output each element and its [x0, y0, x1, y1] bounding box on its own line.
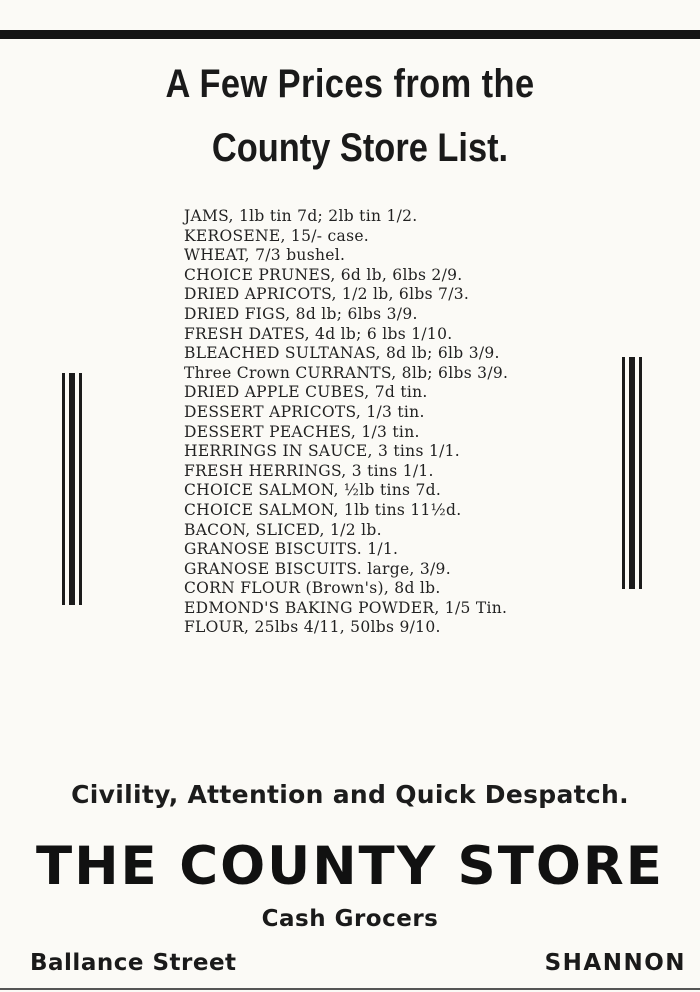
store-subtitle: Cash Grocers: [261, 906, 439, 932]
footer-town: SHANNON: [544, 950, 686, 976]
left-bar-2: [69, 373, 75, 605]
price-item: BACON, SLICED, 1/2 lb.: [184, 520, 382, 539]
right-decorative-bars: [622, 357, 642, 589]
price-item: HERRINGS IN SAUCE, 3 tins 1/1.: [184, 442, 461, 461]
headline-line-2: County Store List.: [211, 126, 509, 170]
price-item: EDMOND'S BAKING POWDER, 1/5 Tin.: [184, 598, 508, 617]
right-bar-2: [629, 357, 635, 589]
price-item: GRANOSE BISCUITS. 1/1.: [184, 540, 399, 559]
right-bar-1: [622, 357, 625, 589]
price-item: CORN FLOUR (Brown's), 8d lb.: [184, 579, 441, 598]
price-item: FRESH DATES, 4d lb; 6 lbs 1/10.: [184, 324, 453, 343]
top-border-rule: [0, 30, 700, 39]
headline-line-1: A Few Prices from the: [165, 62, 535, 106]
price-item: DESSERT APRICOTS, 1/3 tin.: [184, 402, 425, 421]
price-item: BLEACHED SULTANAS, 8d lb; 6lb 3/9.: [184, 344, 500, 363]
right-bar-3: [639, 357, 642, 589]
price-item: FLOUR, 25lbs 4/11, 50lbs 9/10.: [184, 618, 441, 637]
price-item: DRIED APRICOTS, 1/2 lb, 6lbs 7/3.: [184, 285, 470, 304]
footer-street: Ballance Street: [30, 950, 237, 976]
price-item: KEROSENE, 15/- case.: [184, 226, 370, 245]
store-name: THE COUNTY STORE: [36, 836, 664, 897]
tagline: Civility, Attention and Quick Despatch.: [71, 780, 629, 809]
price-item: CHOICE SALMON, 1lb tins 11½d.: [184, 500, 462, 519]
bottom-border-rule: [0, 988, 700, 990]
price-item: FRESH HERRINGS, 3 tins 1/1.: [184, 461, 434, 480]
price-item: WHEAT, 7/3 bushel.: [184, 246, 346, 265]
left-bar-1: [62, 373, 65, 605]
left-bar-3: [79, 373, 82, 605]
price-item: JAMS, 1lb tin 7d; 2lb tin 1/2.: [184, 207, 418, 225]
price-item: Three Crown CURRANTS, 8lb; 6lbs 3/9.: [184, 363, 509, 382]
price-item: DRIED FIGS, 8d lb; 6lbs 3/9.: [184, 304, 418, 323]
price-item: DESSERT PEACHES, 1/3 tin.: [184, 422, 420, 441]
price-list: [184, 207, 564, 638]
price-item: CHOICE SALMON, ½lb tins 7d.: [184, 481, 442, 500]
price-item: CHOICE PRUNES, 6d lb, 6lbs 2/9.: [184, 265, 463, 284]
price-item: GRANOSE BISCUITS. large, 3/9.: [184, 559, 451, 578]
left-decorative-bars: [62, 373, 82, 605]
price-item: DRIED APPLE CUBES, 7d tin.: [184, 383, 428, 402]
